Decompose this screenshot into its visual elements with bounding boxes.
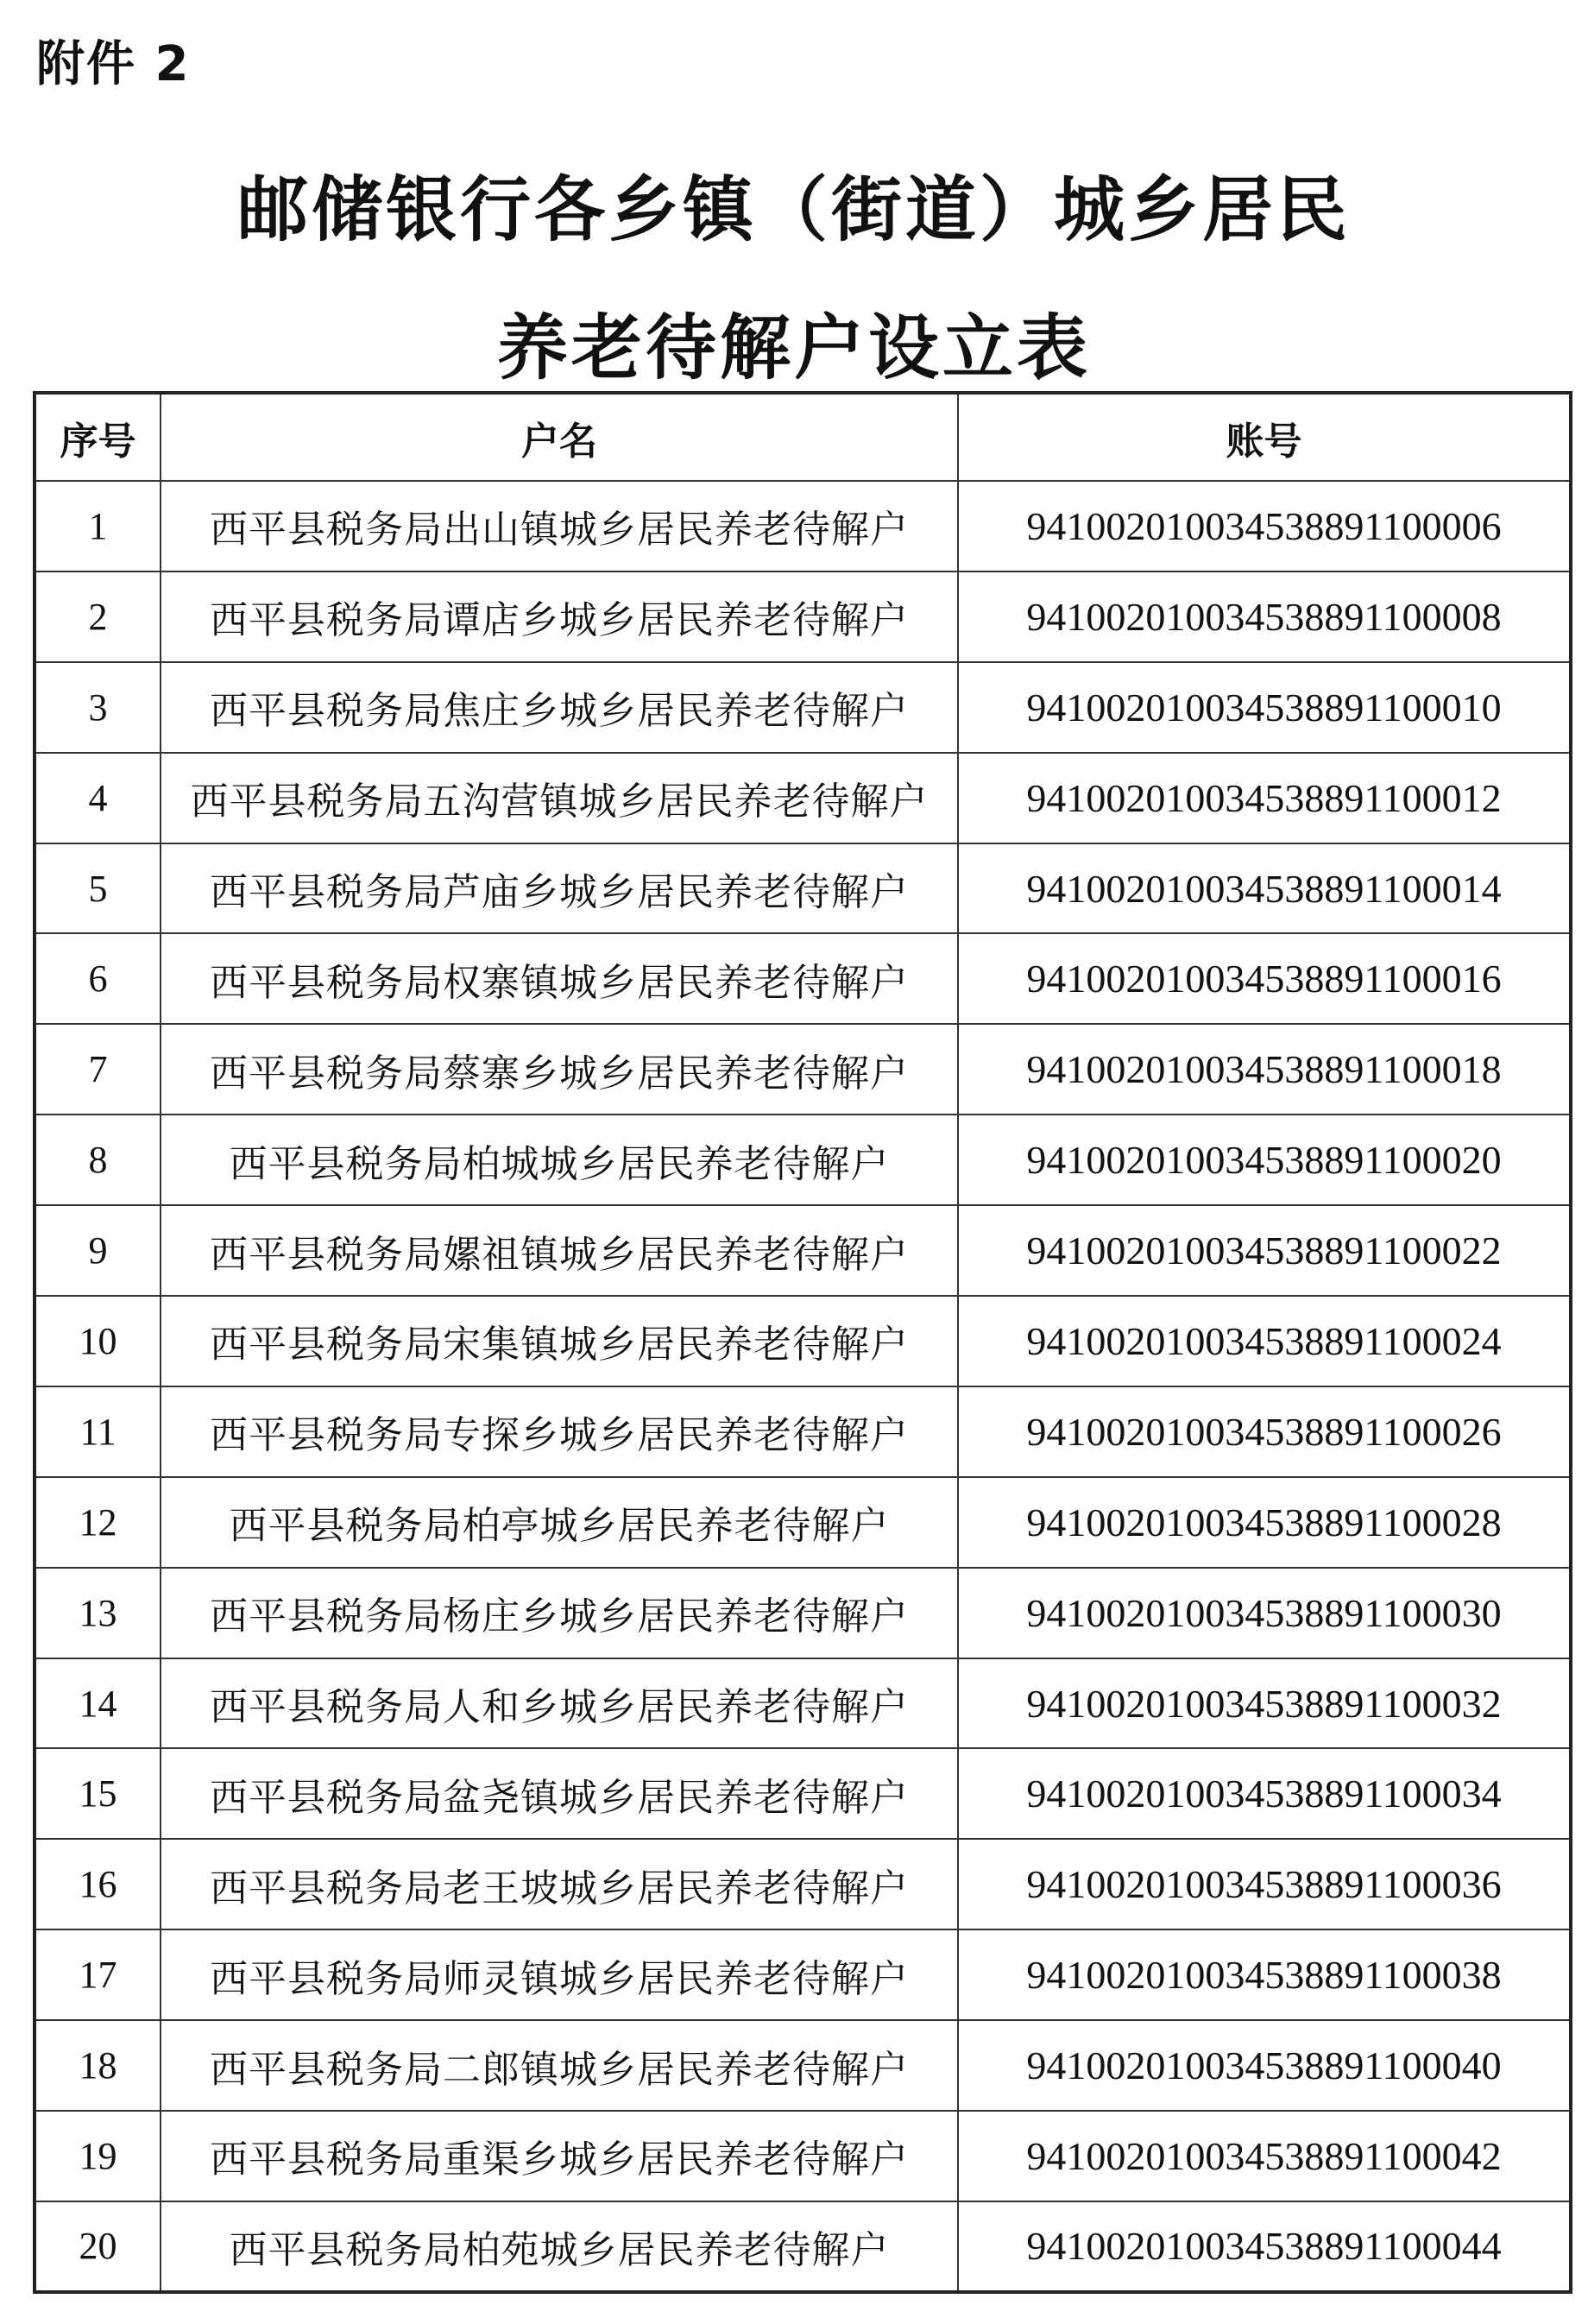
- table-row: [35, 1839, 1571, 1929]
- table-row: [35, 1024, 1571, 1115]
- row-account-name-cell: 西平县税务局重渠乡城乡居民养老待解户: [161, 2111, 958, 2201]
- row-account-number-cell: 941002010034538891100012: [958, 753, 1571, 843]
- row-seq-cell: 17: [35, 1929, 161, 2020]
- row-account-name-cell: 西平县税务局蔡寨乡城乡居民养老待解户: [161, 1024, 958, 1115]
- row-seq-cell: 18: [35, 2020, 161, 2111]
- column-header-account: 账号: [958, 393, 1571, 481]
- table-row: [35, 1477, 1571, 1568]
- row-account-number-cell: 941002010034538891100032: [958, 1658, 1571, 1749]
- row-account-number-cell: 941002010034538891100042: [958, 2111, 1571, 2201]
- row-account-number-cell: 941002010034538891100026: [958, 1386, 1571, 1477]
- row-account-number-cell: 941002010034538891100036: [958, 1839, 1571, 1929]
- row-account-number-cell: 941002010034538891100028: [958, 1477, 1571, 1568]
- attachment-label: 附件 2: [36, 36, 191, 92]
- row-account-number-cell: 941002010034538891100034: [958, 1748, 1571, 1839]
- row-account-number-cell: 941002010034538891100018: [958, 1024, 1571, 1115]
- table-row: [35, 1115, 1571, 1205]
- document-title-line-1: 邮储银行各乡镇（街道）城乡居民: [236, 169, 1351, 251]
- row-account-name-cell: 西平县税务局老王坡城乡居民养老待解户: [161, 1839, 958, 1929]
- row-seq-cell: 4: [35, 753, 161, 843]
- table-row: [35, 2020, 1571, 2111]
- table-row: [35, 933, 1571, 1024]
- table-header-row: [35, 393, 1571, 481]
- row-seq-cell: 14: [35, 1658, 161, 1749]
- row-account-number-cell: 941002010034538891100024: [958, 1296, 1571, 1386]
- row-seq-cell: 2: [35, 572, 161, 662]
- table-row: [35, 1748, 1571, 1839]
- table-row: [35, 1296, 1571, 1386]
- row-account-name-cell: 西平县税务局宋集镇城乡居民养老待解户: [161, 1296, 958, 1386]
- table-row: [35, 753, 1571, 843]
- row-seq-cell: 9: [35, 1205, 161, 1296]
- row-account-number-cell: 941002010034538891100022: [958, 1205, 1571, 1296]
- row-seq-cell: 10: [35, 1296, 161, 1386]
- account-table: [33, 391, 1572, 2294]
- table-row: [35, 1929, 1571, 2020]
- row-account-name-cell: 西平县税务局五沟营镇城乡居民养老待解户: [161, 753, 958, 843]
- column-header-seq: 序号: [35, 393, 161, 481]
- row-account-name-cell: 西平县税务局出山镇城乡居民养老待解户: [161, 481, 958, 572]
- row-seq-cell: 19: [35, 2111, 161, 2201]
- row-account-number-cell: 941002010034538891100014: [958, 843, 1571, 934]
- row-account-name-cell: 西平县税务局焦庄乡城乡居民养老待解户: [161, 662, 958, 753]
- account-table-container: [33, 391, 1569, 2294]
- row-account-name-cell: 西平县税务局柏亭城乡居民养老待解户: [161, 1477, 958, 1568]
- row-account-name-cell: 西平县税务局盆尧镇城乡居民养老待解户: [161, 1748, 958, 1839]
- row-seq-cell: 5: [35, 843, 161, 934]
- row-account-name-cell: 西平县税务局谭店乡城乡居民养老待解户: [161, 572, 958, 662]
- table-row: [35, 572, 1571, 662]
- row-seq-cell: 12: [35, 1477, 161, 1568]
- row-account-name-cell: 西平县税务局权寨镇城乡居民养老待解户: [161, 933, 958, 1024]
- row-seq-cell: 20: [35, 2201, 161, 2292]
- row-account-name-cell: 西平县税务局芦庙乡城乡居民养老待解户: [161, 843, 958, 934]
- table-row: [35, 1386, 1571, 1477]
- row-account-number-cell: 941002010034538891100016: [958, 933, 1571, 1024]
- row-seq-cell: 1: [35, 481, 161, 572]
- table-row: [35, 1568, 1571, 1658]
- row-account-number-cell: 941002010034538891100040: [958, 2020, 1571, 2111]
- row-account-number-cell: 941002010034538891100008: [958, 572, 1571, 662]
- row-account-name-cell: 西平县税务局杨庄乡城乡居民养老待解户: [161, 1568, 958, 1658]
- row-account-name-cell: 西平县税务局嫘祖镇城乡居民养老待解户: [161, 1205, 958, 1296]
- row-seq-cell: 11: [35, 1386, 161, 1477]
- row-seq-cell: 13: [35, 1568, 161, 1658]
- row-seq-cell: 3: [35, 662, 161, 753]
- row-account-name-cell: 西平县税务局人和乡城乡居民养老待解户: [161, 1658, 958, 1749]
- row-account-number-cell: 941002010034538891100020: [958, 1115, 1571, 1205]
- table-row: [35, 662, 1571, 753]
- document-title-line-2: 养老待解户设立表: [496, 307, 1091, 389]
- row-account-name-cell: 西平县税务局柏城城乡居民养老待解户: [161, 1115, 958, 1205]
- row-account-number-cell: 941002010034538891100006: [958, 481, 1571, 572]
- row-account-number-cell: 941002010034538891100010: [958, 662, 1571, 753]
- row-seq-cell: 7: [35, 1024, 161, 1115]
- table-row: [35, 2201, 1571, 2292]
- row-seq-cell: 16: [35, 1839, 161, 1929]
- row-account-number-cell: 941002010034538891100044: [958, 2201, 1571, 2292]
- row-seq-cell: 15: [35, 1748, 161, 1839]
- column-header-name: 户名: [161, 393, 958, 481]
- table-row: [35, 843, 1571, 934]
- row-account-name-cell: 西平县税务局师灵镇城乡居民养老待解户: [161, 1929, 958, 2020]
- row-account-name-cell: 西平县税务局专探乡城乡居民养老待解户: [161, 1386, 958, 1477]
- row-account-name-cell: 西平县税务局柏苑城乡居民养老待解户: [161, 2201, 958, 2292]
- table-row: [35, 481, 1571, 572]
- table-row: [35, 1205, 1571, 1296]
- row-account-number-cell: 941002010034538891100030: [958, 1568, 1571, 1658]
- row-account-number-cell: 941002010034538891100038: [958, 1929, 1571, 2020]
- row-account-name-cell: 西平县税务局二郎镇城乡居民养老待解户: [161, 2020, 958, 2111]
- table-row: [35, 1658, 1571, 1749]
- table-body: [35, 481, 1571, 2292]
- table-row: [35, 2111, 1571, 2201]
- row-seq-cell: 8: [35, 1115, 161, 1205]
- row-seq-cell: 6: [35, 933, 161, 1024]
